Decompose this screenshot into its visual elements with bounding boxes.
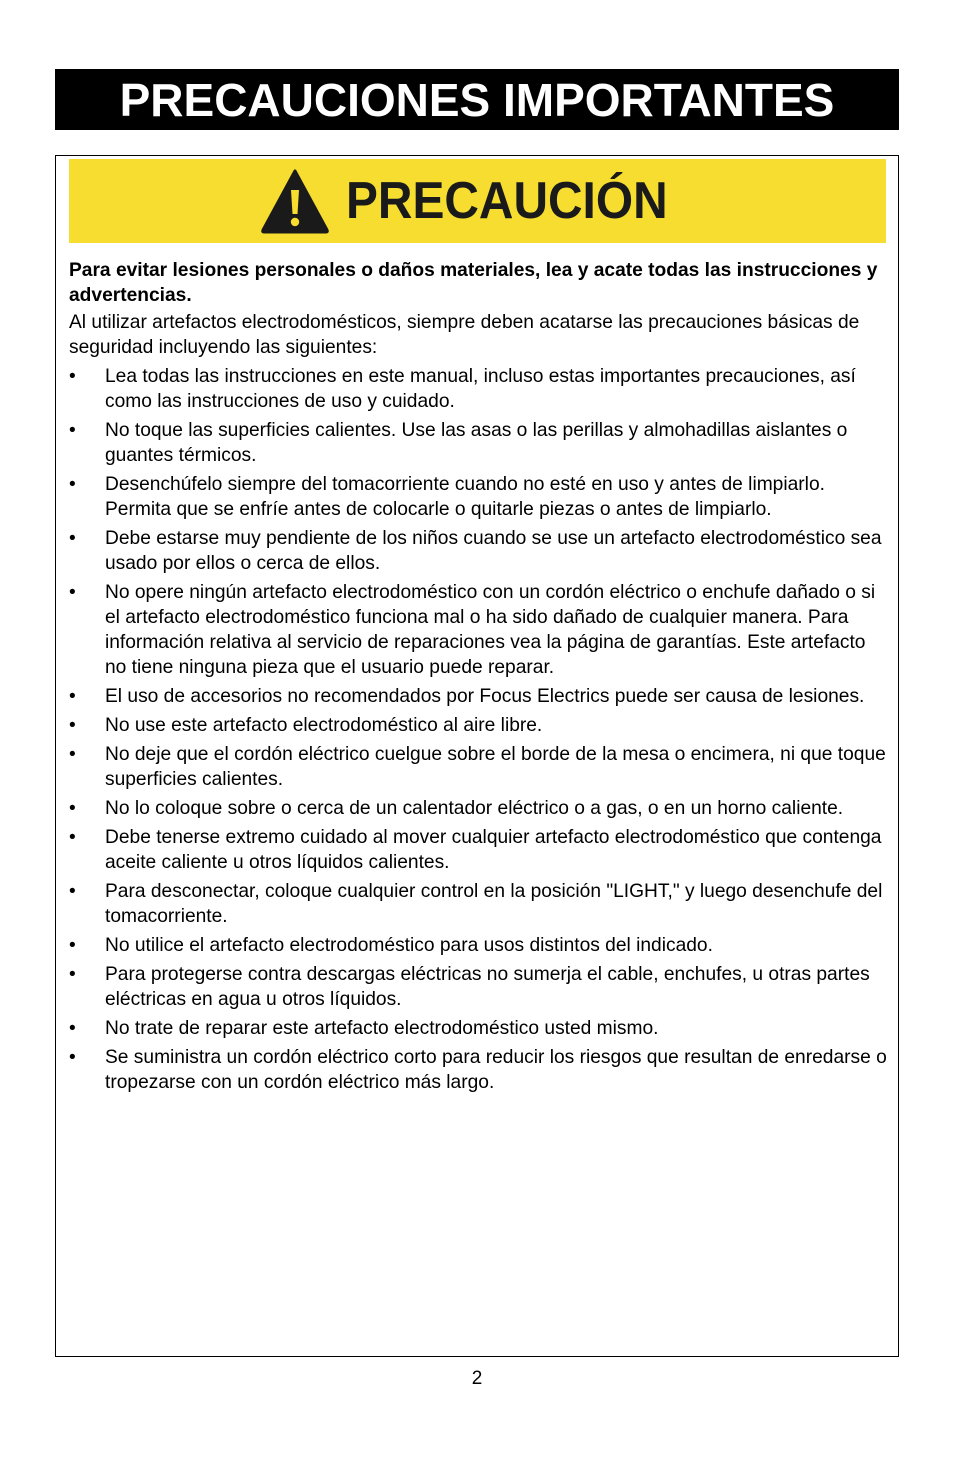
list-item-text: Lea todas las instrucciones en este manual, incluso estas importantes precauciones, así como las instrucciones de uso y cuidado.	[105, 366, 856, 412]
bullet-icon: •	[69, 827, 76, 848]
caution-banner-inner	[260, 168, 696, 234]
bullet-icon: •	[69, 474, 76, 495]
bullet-icon: •	[69, 935, 76, 956]
list-item-text: No toque las superficies calientes. Use las asas o las perillas y almohadillas aislantes o guantes térmicos.	[105, 420, 848, 466]
list-item-text: Desenchúfelo siempre del tomacorriente cuando no esté en uso y antes de limpiarlo. Permita que se enfríe antes de colocarle o quitarle piezas o antes de limpiarlo.	[105, 474, 825, 520]
list-item-text: No lo coloque sobre o cerca de un calentador eléctrico o a gas, o en un horno caliente.	[105, 798, 844, 819]
list-item	[69, 962, 889, 1012]
list-item	[69, 472, 889, 522]
warning-triangle-icon	[260, 168, 330, 234]
list-item-text: No utilice el artefacto electrodoméstico para usos distintos del indicado.	[105, 935, 713, 956]
list-item-text: No use este artefacto electrodoméstico al aire libre.	[105, 715, 543, 736]
bullet-icon: •	[69, 1018, 76, 1039]
bullet-icon: •	[69, 964, 76, 985]
list-item-text: No deje que el cordón eléctrico cuelgue sobre el borde de la mesa o encimera, ni que toque superficies calientes.	[105, 744, 886, 790]
bullet-icon: •	[69, 798, 76, 819]
list-item-text: No trate de reparar este artefacto electrodoméstico usted mismo.	[105, 1018, 659, 1039]
list-item	[69, 684, 889, 709]
list-item	[69, 825, 889, 875]
bullet-icon: •	[69, 1047, 76, 1068]
page-title: PRECAUCIONES IMPORTANTES	[119, 73, 835, 126]
list-item	[69, 879, 889, 929]
page-number: 2	[471, 1368, 483, 1389]
bullet-icon: •	[69, 582, 76, 603]
list-item	[69, 713, 889, 738]
list-item	[69, 418, 889, 468]
intro-text: Al utilizar artefactos electrodomésticos, siempre deben acatarse las precauciones básicas de seguridad incluyendo las siguientes:	[69, 312, 860, 358]
caution-banner	[69, 159, 886, 243]
list-item-text: Para desconectar, coloque cualquier control en la posición "LIGHT," y luego desenchufe del tomacorriente.	[105, 881, 883, 927]
precautions-content	[69, 258, 889, 1099]
bullet-icon: •	[69, 686, 76, 707]
bullet-icon: •	[69, 420, 76, 441]
page-title-bar	[55, 69, 899, 130]
lead-warning: Para evitar lesiones personales o daños materiales, lea y acate todas las instrucciones y advertencias.	[69, 260, 878, 306]
bullet-icon: •	[69, 715, 76, 736]
list-item-text: Debe tenerse extremo cuidado al mover cualquier artefacto electrodoméstico que contenga aceite caliente u otros líquidos calientes.	[105, 827, 882, 873]
list-item	[69, 796, 889, 821]
list-item	[69, 742, 889, 792]
bullet-icon: •	[69, 881, 76, 902]
list-item	[69, 1016, 889, 1041]
bullet-icon: •	[69, 744, 76, 765]
list-item-text: El uso de accesorios no recomendados por Focus Electrics puede ser causa de lesiones.	[105, 686, 865, 707]
list-item-text: Se suministra un cordón eléctrico corto para reducir los riesgos que resultan de enredarse o tropezarse con un cordón eléctrico más largo.	[105, 1047, 887, 1093]
list-item-text: No opere ningún artefacto electrodoméstico con un cordón eléctrico o enchufe dañado o si el artefacto electrodoméstico funciona mal o ha sido dañado de cualquier manera. Para información relativa al servicio de reparaciones vea la página de garantías. Este artefacto no tiene ninguna pieza que el usuario puede reparar.	[105, 582, 876, 678]
precautions-box	[55, 155, 899, 1357]
list-item	[69, 933, 889, 958]
precautions-list	[69, 364, 889, 1095]
caution-label: PRECAUCIÓN	[345, 172, 668, 230]
list-item	[69, 364, 889, 414]
list-item	[69, 1045, 889, 1095]
list-item	[69, 580, 889, 680]
bullet-icon: •	[69, 528, 76, 549]
list-item-text: Para protegerse contra descargas eléctricas no sumerja el cable, enchufes, u otras partes eléctricas en agua u otros líquidos.	[105, 964, 870, 1010]
bullet-icon: •	[69, 366, 76, 387]
list-item-text: Debe estarse muy pendiente de los niños cuando se use un artefacto electrodoméstico sea usado por ellos o cerca de ellos.	[105, 528, 882, 574]
list-item	[69, 526, 889, 576]
